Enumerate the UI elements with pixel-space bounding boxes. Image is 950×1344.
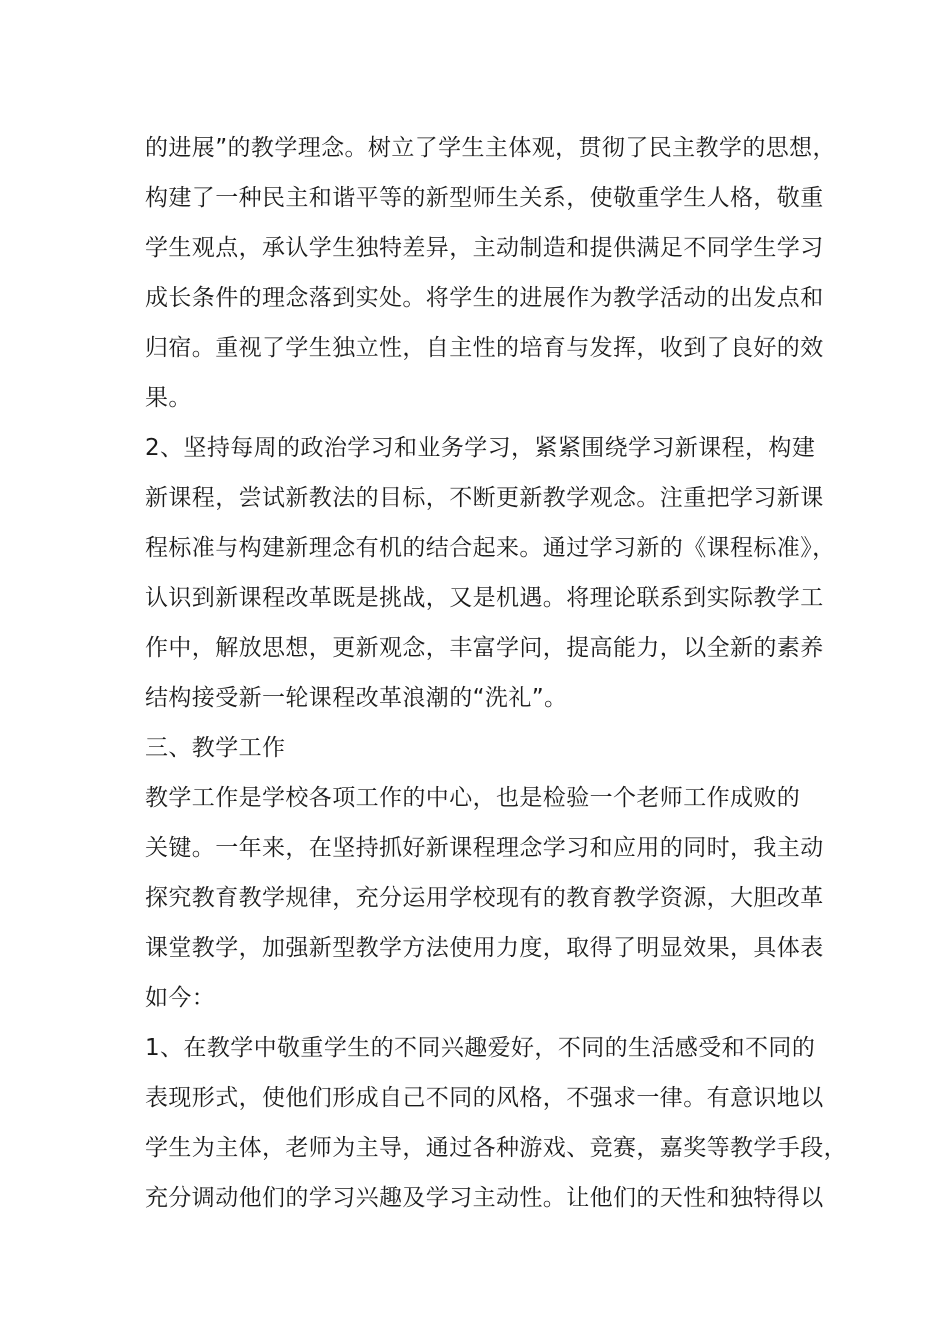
text-line: 探究教育教学规律，充分运用学校现有的教育教学资源，大胆改革: [145, 885, 824, 911]
text-line: 教学工作是学校各项工作的中心，也是检验一个老师工作成败的: [145, 785, 801, 811]
text-line: 如今：: [145, 985, 216, 1011]
text-line: 关键。一年来，在坚持抓好新课程理念学习和应用的同时，我主动: [145, 835, 824, 861]
text-line: 课堂教学，加强新型教学方法使用力度，取得了明显效果，具体表: [145, 935, 824, 961]
text-line: 成长条件的理念落到实处。将学生的进展作为教学活动的出发点和: [145, 285, 824, 311]
text-line: 结构接受新一轮课程改革浪潮的“洗礼”。: [145, 685, 568, 711]
text-line: 的进展”的教学理念。树立了学生主体观，贯彻了民主教学的思想，: [145, 135, 836, 161]
text-line: 学生为主体，老师为主导，通过各种游戏、竞赛，嘉奖等教学手段，: [145, 1135, 847, 1161]
text-line: 学生观点，承认学生独特差异，主动制造和提供满足不同学生学习: [145, 235, 824, 261]
text-line: 2、坚持每周的政治学习和业务学习，紧紧围绕学习新课程，构建: [145, 435, 816, 461]
text-line: 充分调动他们的学习兴趣及学习主动性。让他们的天性和独特得以: [145, 1185, 824, 1211]
text-line: 认识到新课程改革既是挑战，又是机遇。将理论联系到实际教学工: [145, 585, 824, 611]
text-line: 构建了一种民主和谐平等的新型师生关系，使敬重学生人格，敬重: [145, 185, 824, 211]
text-line: 新课程，尝试新教法的目标，不断更新教学观念。注重把学习新课: [145, 485, 824, 511]
text-line: 表现形式，使他们形成自己不同的风格，不强求一律。有意识地以: [145, 1085, 824, 1111]
text-line: 作中，解放思想，更新观念，丰富学问，提高能力，以全新的素养: [145, 635, 824, 661]
text-line: 程标准与构建新理念有机的结合起来。通过学习新的《课程标准》，: [145, 535, 836, 561]
text-line: 果。: [145, 385, 192, 411]
text-line: 1、在教学中敬重学生的不同兴趣爱好，不同的生活感受和不同的: [145, 1035, 816, 1061]
section-heading: 三、教学工作: [145, 735, 286, 761]
text-line: 归宿。重视了学生独立性，自主性的培育与发挥，收到了良好的效: [145, 335, 824, 361]
